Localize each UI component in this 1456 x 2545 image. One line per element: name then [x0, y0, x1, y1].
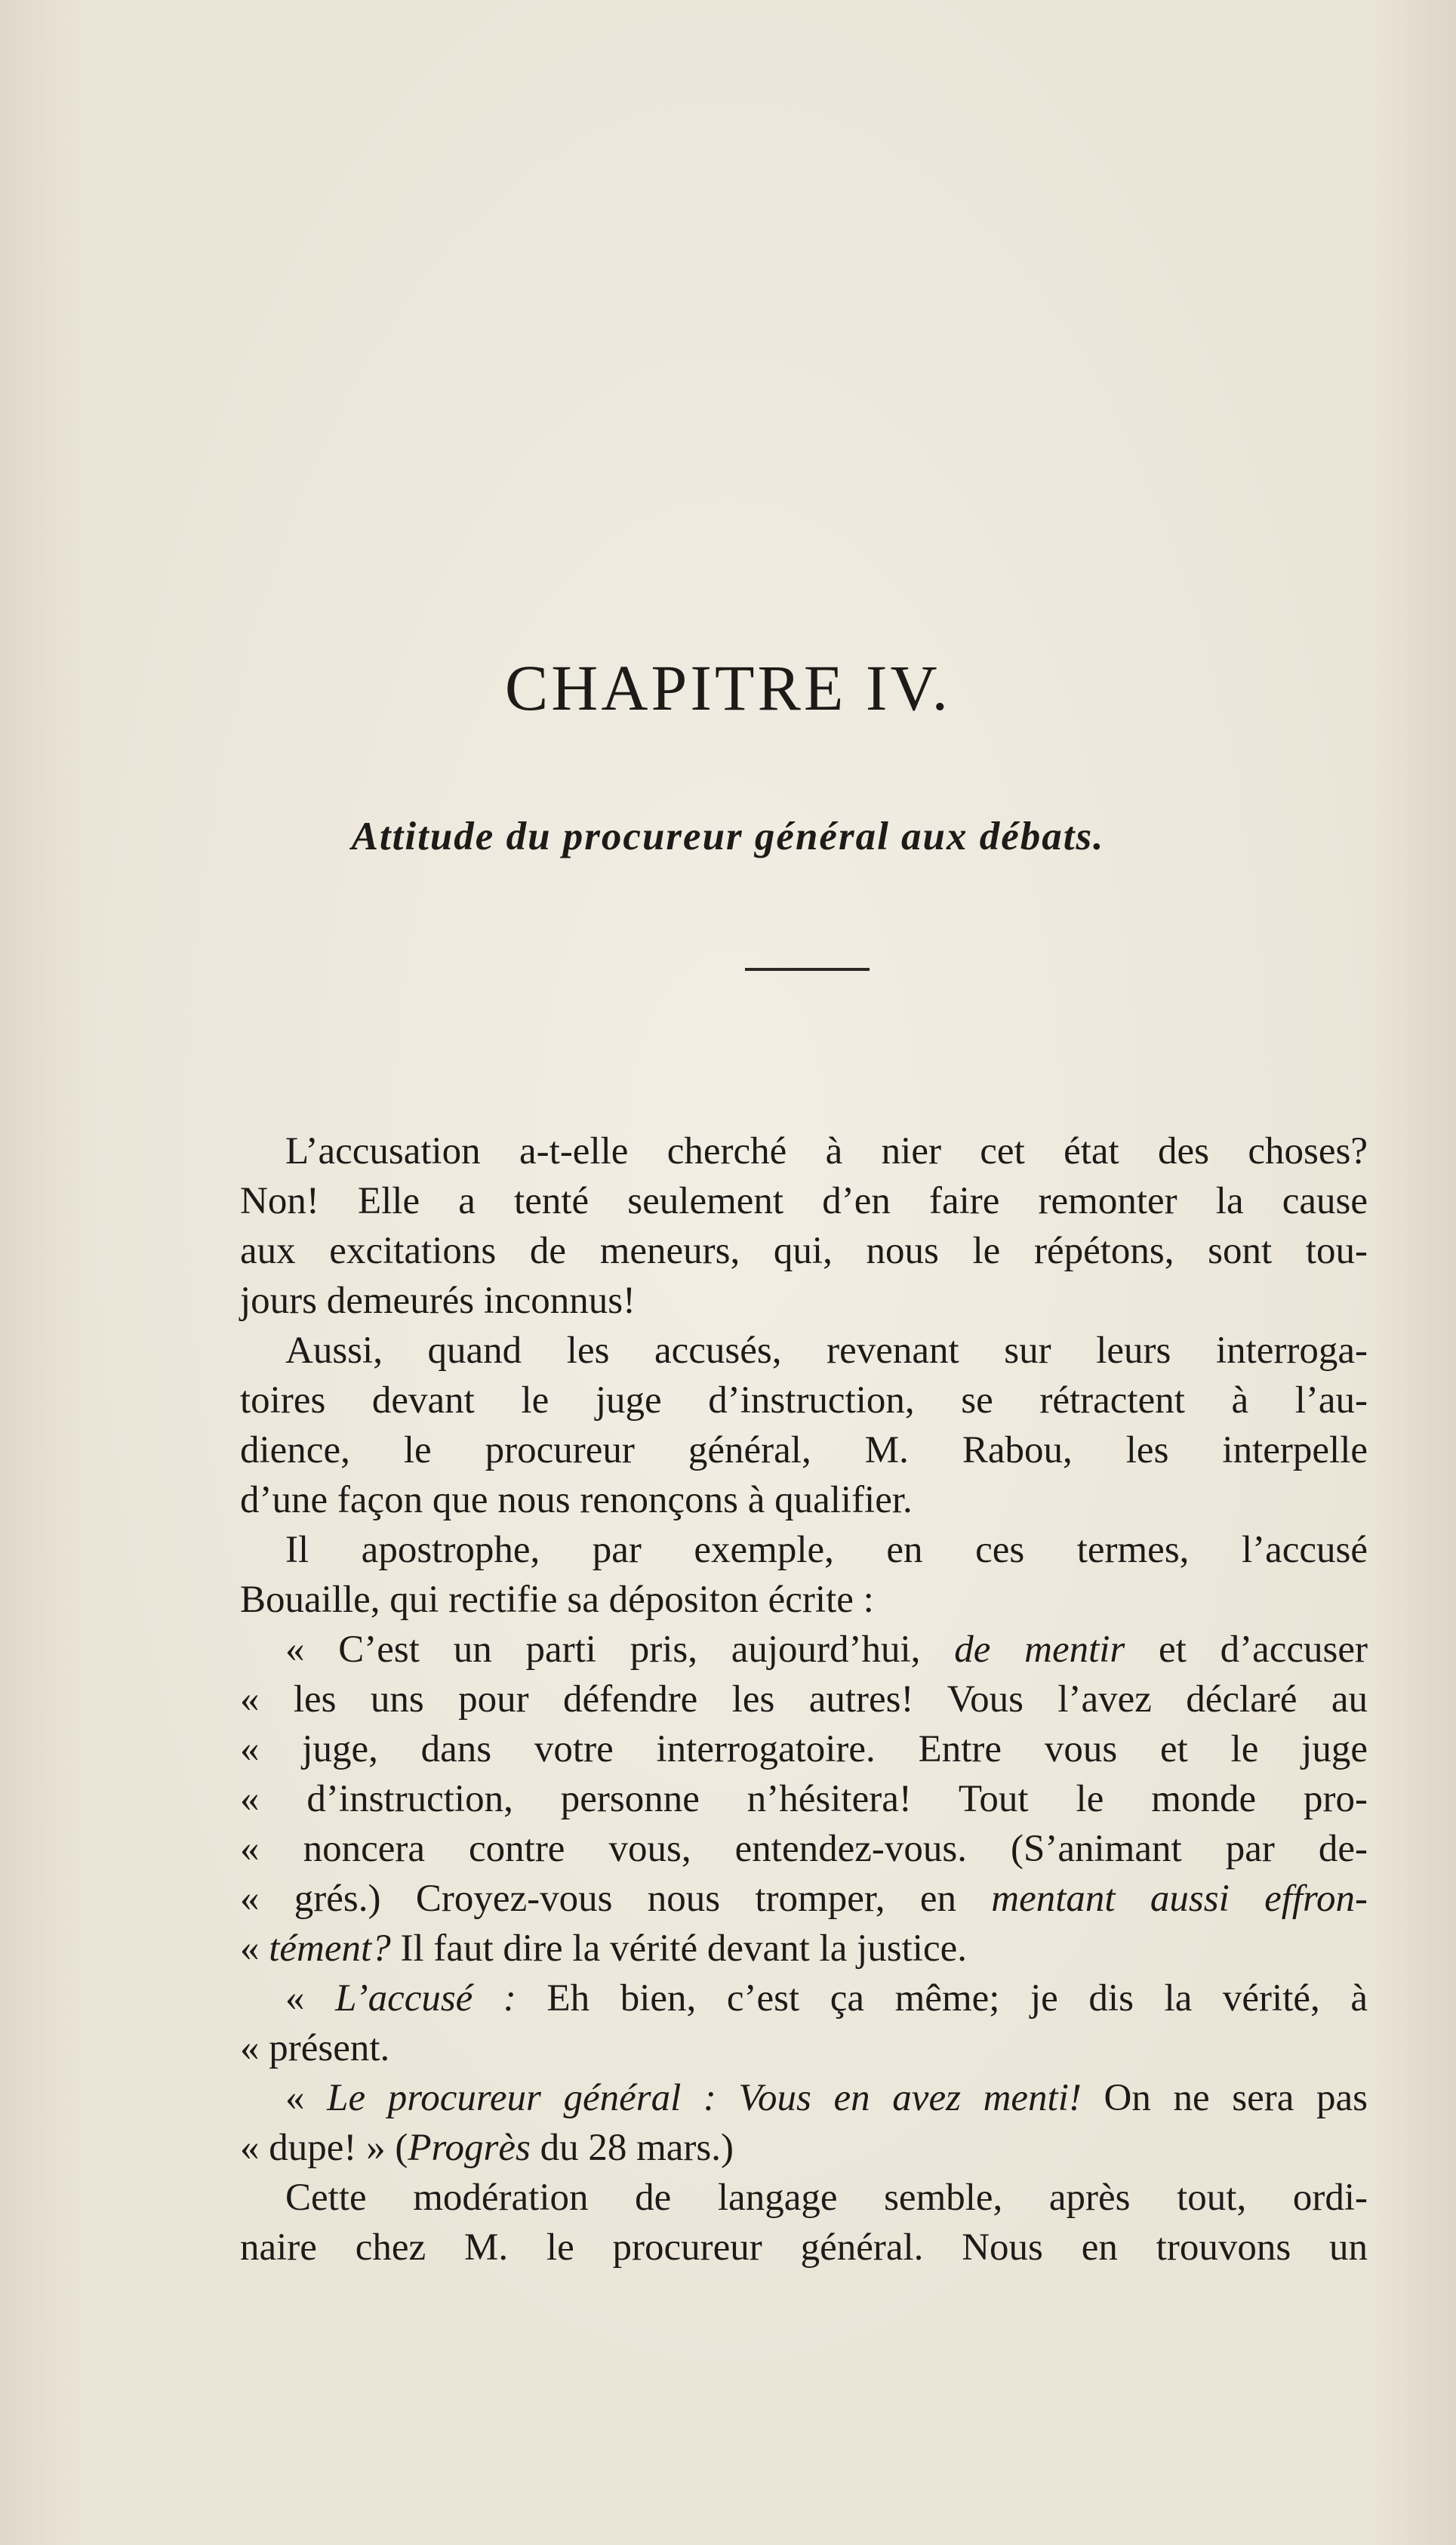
text-line	[240, 2123, 1368, 2173]
chapter-subtitle: Attitude du procureur général aux débats.	[351, 815, 1105, 858]
italic-run: mentant aussi effron-	[991, 1878, 1368, 1920]
text-run: jours demeurés inconnus!	[240, 1280, 636, 1322]
text-run: Cette modération de langage semble, après tout, ordi-	[285, 2177, 1368, 2219]
text-line	[240, 1525, 1368, 1575]
text-line	[240, 1874, 1368, 1924]
italic-run: L’accusé :	[335, 1977, 516, 2020]
text-run: «	[240, 1927, 269, 1970]
text-line	[240, 1126, 1368, 1176]
text-line	[240, 1575, 1368, 1625]
text-line	[240, 1973, 1368, 2023]
text-run: « C’est un parti pris, aujourd’hui,	[285, 1628, 955, 1671]
text-run: Eh bien, c’est ça même; je dis la vérité, à	[516, 1977, 1368, 2020]
italic-run: de mentir	[954, 1628, 1125, 1671]
body-text	[240, 1126, 1368, 2272]
text-line	[240, 1176, 1368, 1226]
text-run: « grés.) Croyez-vous nous tromper, en	[240, 1878, 992, 1920]
text-run: « noncera contre vous, entendez-vous. (S’animant par de-	[240, 1828, 1368, 1870]
text-run: « présent.	[240, 2027, 390, 2069]
italic-run: Progrès	[408, 2127, 531, 2169]
chapter-title: CHAPITRE IV.	[504, 652, 952, 724]
italic-run: tément?	[269, 1927, 391, 1970]
text-run: aux excitations de meneurs, qui, nous le répétons, sont tou-	[240, 1230, 1368, 1272]
text-run: « d’instruction, personne n’hésitera! Tout le monde pro-	[240, 1778, 1368, 1820]
text-line	[240, 2073, 1368, 2123]
text-run: « dupe! » (	[240, 2127, 408, 2169]
text-run: d’une façon que nous renonçons à qualifier.	[240, 1479, 913, 1521]
text-line	[240, 1276, 1368, 1326]
text-run: Il faut dire la vérité devant la justice.	[390, 1927, 967, 1970]
text-line	[240, 1475, 1368, 1525]
text-line	[240, 2223, 1368, 2272]
text-run: L’accusation a-t-elle cherché à nier cet état des choses?	[285, 1130, 1368, 1172]
text-run: et d’accuser	[1125, 1628, 1368, 1671]
text-run: On ne sera pas	[1081, 2077, 1368, 2119]
text-line	[240, 1724, 1368, 1774]
text-line	[240, 2173, 1368, 2223]
text-line	[240, 1675, 1368, 1724]
text-line	[240, 1625, 1368, 1675]
text-line	[240, 1924, 1368, 1973]
text-run: du 28 mars.)	[530, 2127, 734, 2169]
text-run: « les uns pour défendre les autres! Vous l’avez déclaré au	[240, 1678, 1368, 1721]
section-divider	[745, 968, 870, 971]
text-line	[240, 1226, 1368, 1276]
text-run: Aussi, quand les accusés, revenant sur leurs interroga-	[285, 1330, 1368, 1372]
text-run: toires devant le juge d’instruction, se rétractent à l’au-	[240, 1379, 1368, 1422]
text-line	[240, 1774, 1368, 1824]
italic-run: Le procureur général : Vous en avez menti!	[327, 2077, 1082, 2119]
text-run: « juge, dans votre interrogatoire. Entre vous et le juge	[240, 1728, 1368, 1770]
text-line	[240, 1425, 1368, 1475]
text-line	[240, 1326, 1368, 1376]
text-run: «	[285, 1977, 336, 2020]
text-run: dience, le procureur général, M. Rabou, les interpelle	[240, 1429, 1368, 1471]
text-run: «	[285, 2077, 328, 2119]
text-run: Il apostrophe, par exemple, en ces termes, l’accusé	[285, 1529, 1368, 1571]
text-line	[240, 1824, 1368, 1874]
text-run: Non! Elle a tenté seulement d’en faire remonter la cause	[240, 1180, 1368, 1222]
text-run: Bouaille, qui rectifie sa dépositon écrite :	[240, 1579, 874, 1621]
text-line	[240, 2023, 1368, 2073]
text-run: naire chez M. le procureur général. Nous en trouvons un	[240, 2226, 1368, 2269]
text-line	[240, 1376, 1368, 1425]
